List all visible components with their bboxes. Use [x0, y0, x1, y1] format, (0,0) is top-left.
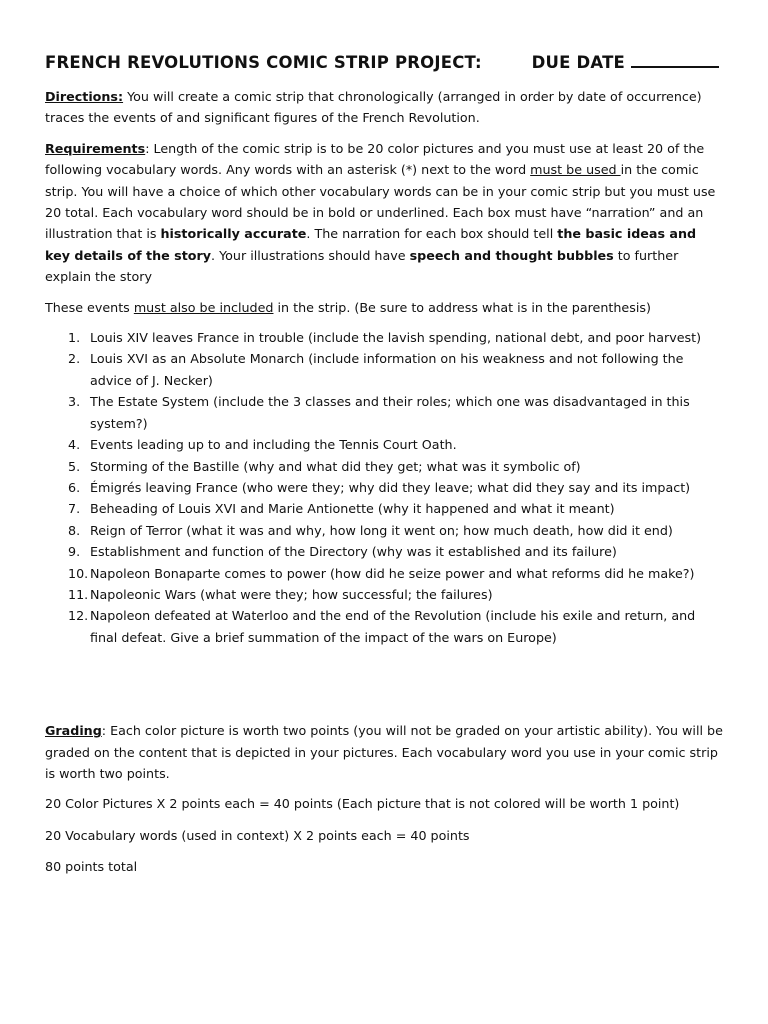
list-item [45, 456, 725, 477]
list-item-text: Events leading up to and including the Tennis Court Oath. [90, 437, 457, 453]
list-item-text: Storming of the Bastille (why and what did they get; what was it symbolic of) [90, 458, 581, 474]
due-date [532, 51, 719, 72]
requirements-paragraph [45, 138, 725, 288]
list-item-text: The Estate System (include the 3 classes and their roles; which one was disadvantaged in this system?) [90, 394, 690, 431]
list-item-number: 9. [68, 544, 81, 560]
events-list [45, 327, 725, 648]
list-item-number: 6. [68, 479, 81, 495]
points-breakdown [45, 793, 725, 877]
points-vocab: 20 Vocabulary words (used in context) X 2 points each = 40 points [45, 827, 470, 843]
list-item-number: 8. [68, 522, 81, 538]
title-text: FRENCH REVOLUTIONS COMIC STRIP PROJECT: [45, 53, 482, 72]
points-pictures: 20 Color Pictures X 2 points each = 40 points (Each picture that is not colored will be worth 1 point) [45, 796, 680, 812]
list-item-number: 1. [68, 330, 81, 346]
requirements-text-5: to further explain the story [45, 247, 679, 285]
list-item-number: 11. [68, 586, 89, 602]
list-item [45, 520, 725, 541]
list-item-number: 4. [68, 437, 81, 453]
list-item [45, 563, 725, 584]
directions-text: You will create a comic strip that chronologically (arranged in order by date of occurrence) traces the events of and significant figures of the French Revolution. [45, 89, 702, 126]
page-title [45, 46, 725, 72]
list-item [45, 434, 725, 455]
events-intro [45, 297, 725, 318]
list-item [45, 348, 725, 391]
list-item-text: Napoleon Bonaparte comes to power (how did he seize power and what reforms did he make?) [90, 565, 695, 581]
grading-text: : Each color picture is worth two points (you will not be graded on your artistic ability). You will be graded on the content that is depicted in your pictures. Each vocabulary word you use in your comic strip is worth two points. [45, 723, 723, 781]
list-item [45, 477, 725, 498]
due-date-label: DUE DATE [531, 53, 625, 72]
list-item [45, 541, 725, 562]
list-item-number: 5. [68, 458, 81, 474]
historically-accurate-text: historically accurate [160, 226, 307, 242]
grading-label: Grading [45, 723, 102, 739]
list-item [45, 327, 725, 348]
directions-paragraph [45, 86, 725, 129]
list-item [45, 605, 725, 648]
list-item-text: Reign of Terror (what it was and why, how long it went on; how much death, how did it end) [90, 522, 673, 538]
list-item-text: Louis XIV leaves France in trouble (include the lavish spending, national debt, and poor harvest) [90, 330, 702, 346]
list-item-text: Napoleonic Wars (what were they; how successful; the failures) [90, 586, 493, 602]
list-item-number: 3. [68, 394, 81, 410]
basic-ideas-text: the basic ideas and key details of the story [45, 226, 697, 263]
requirements-text-1: : Length of the comic strip is to be 20 color pictures and you must use at least 20 of the following vocabulary words. Any words with an asterisk (*) next to the word [45, 140, 705, 178]
bubbles-text: speech and thought bubbles [409, 247, 614, 263]
list-item-number: 10. [68, 565, 89, 581]
events-intro-text-2: in the strip. (Be sure to address what is in the parenthesis) [273, 299, 651, 315]
list-item [45, 391, 725, 434]
document-page [45, 46, 725, 888]
events-intro-text-1: These events [45, 299, 134, 315]
points-total: 80 points total [45, 859, 138, 875]
requirements-text-3: . The narration for each box should tell [306, 226, 558, 242]
list-item-number: 12. [68, 608, 89, 624]
due-date-blank [631, 51, 719, 68]
list-item-number: 7. [68, 501, 81, 517]
requirements-text-2: in the comic strip. You will have a choice of which other vocabulary words can be in your comic strip but you must use 20 total. Each vocabulary word should be in bold or underlined. Each box must have “narration” and an illustration that is [45, 162, 716, 242]
list-item [45, 498, 725, 519]
requirements-text-4: . Your illustrations should have [211, 247, 410, 263]
list-item-number: 2. [68, 351, 81, 367]
grading-paragraph [45, 720, 725, 784]
list-item-text: Louis XVI as an Absolute Monarch (include information on his weakness and not following the advice of J. Necker) [90, 351, 684, 388]
list-item-text: Establishment and function of the Directory (why was it established and its failure) [90, 544, 617, 560]
directions-label: Directions: [45, 89, 124, 104]
must-also-text: must also be included [133, 299, 274, 315]
list-item-text: Beheading of Louis XVI and Marie Antionette (why it happened and what it meant) [90, 501, 615, 517]
must-be-used-text: must be used [530, 162, 621, 178]
list-item-text: Napoleon defeated at Waterloo and the end of the Revolution (include his exile and return, and final defeat. Give a brief summation of the impact of the wars on Europe) [90, 608, 696, 645]
list-item-text: Émigrés leaving France (who were they; why did they leave; what did they say and its impact) [90, 479, 691, 495]
list-item [45, 584, 725, 605]
requirements-label: Requirements [45, 140, 146, 156]
